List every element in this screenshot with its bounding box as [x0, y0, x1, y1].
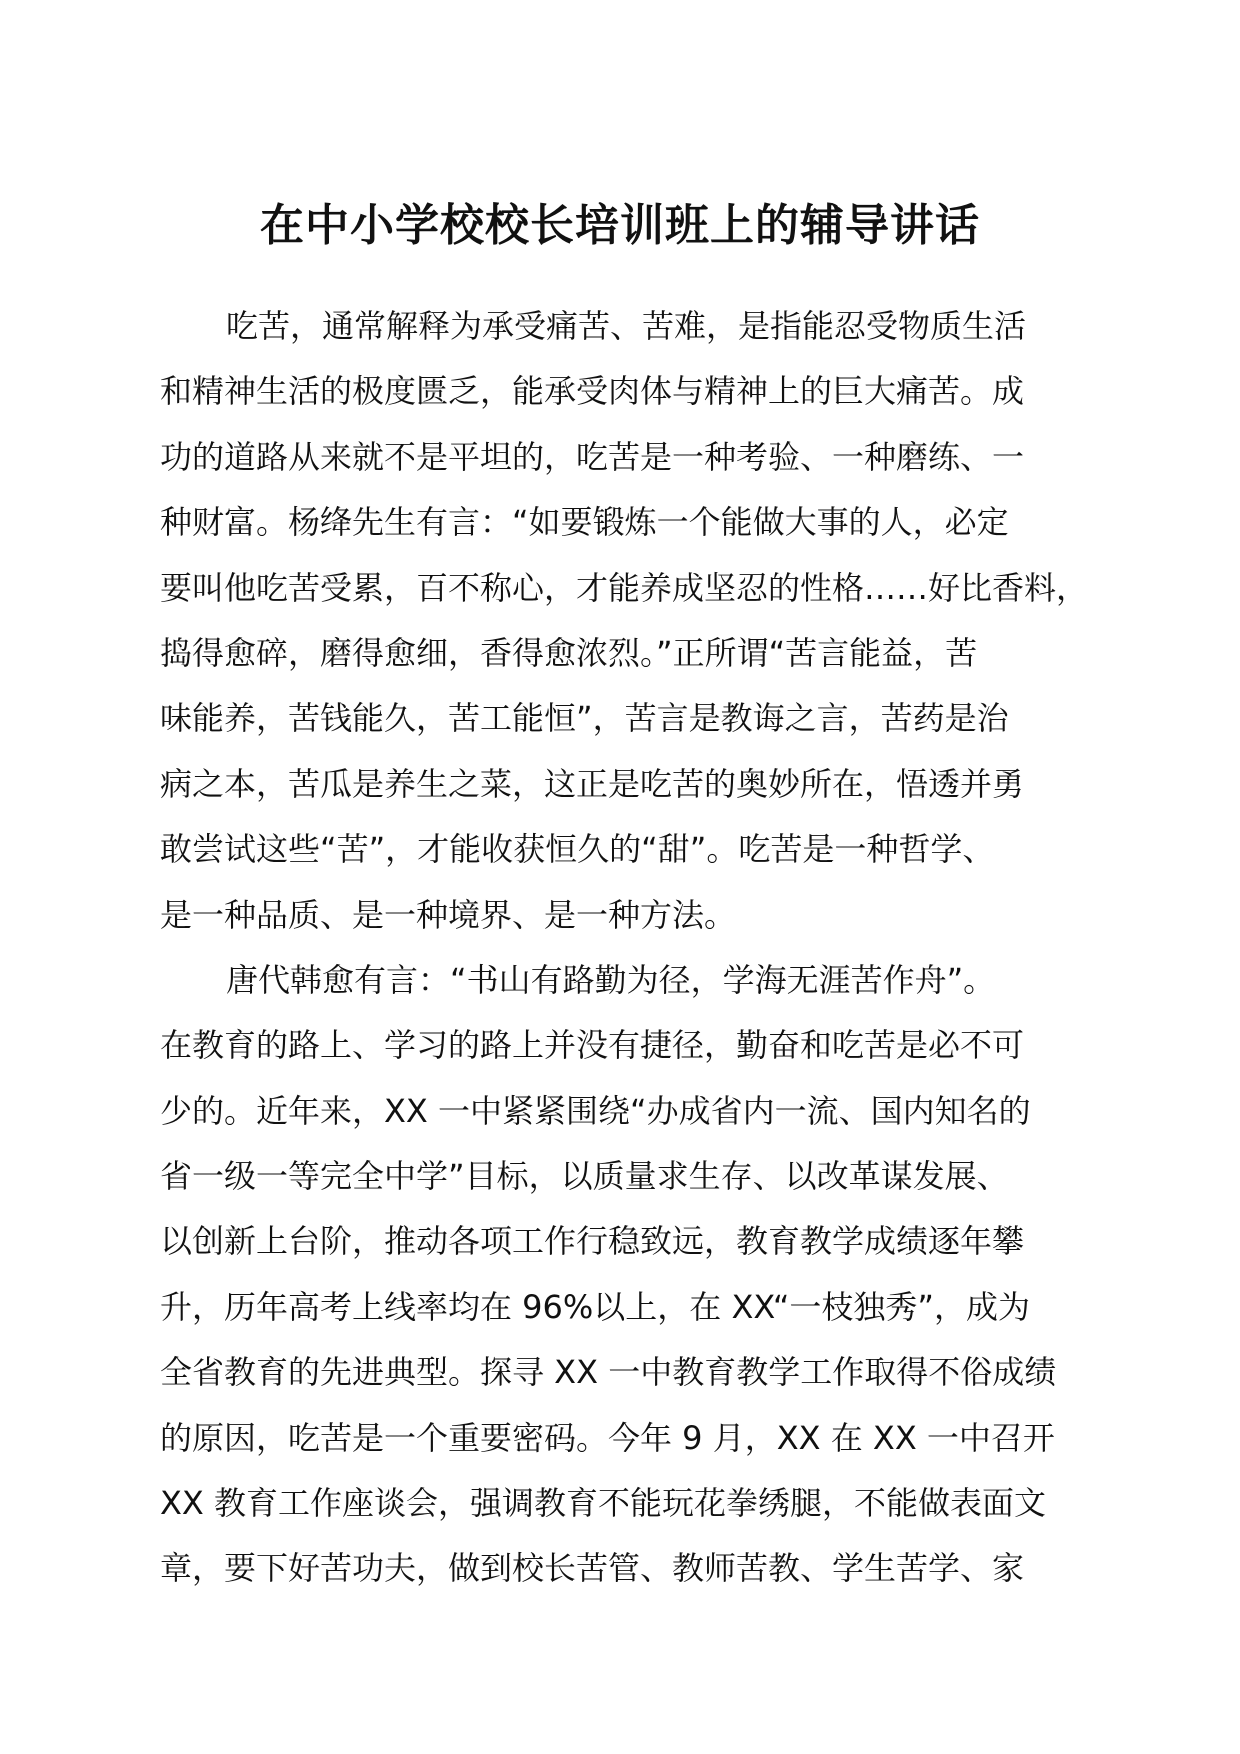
paragraph-line: 在教育的路上、学习的路上并没有捷径，勤奋和吃苦是必不可 [160, 1026, 1025, 1065]
paragraph-line: 全省教育的先进典型。探寻 XX 一中教育教学工作取得不俗成绩 [160, 1353, 1057, 1392]
paragraph-line: XX 教育工作座谈会，强调教育不能玩花拳绣腿，不能做表面文 [160, 1484, 1047, 1523]
paragraph-line: 是一种品质、是一种境界、是一种方法。 [160, 895, 737, 934]
paragraph-line: 要叫他吃苦受累，百不称心，才能养成坚忍的性格……好比香料， [160, 568, 1089, 607]
paragraph-line: 味能养，苦钱能久，苦工能恒”，苦言是教诲之言，苦药是治 [160, 699, 1009, 738]
paragraph-line: 以创新上台阶，推动各项工作行稳致远，教育教学成绩逐年攀 [160, 1222, 1025, 1261]
document-body [160, 294, 1120, 1602]
paragraph-line: 升，历年高考上线率均在 96%以上，在 XX“一枝独秀”，成为 [160, 1287, 1030, 1326]
paragraph-line: 敢尝试这些“苦”，才能收获恒久的“甜”。吃苦是一种哲学、 [160, 830, 995, 869]
paragraph-line: 病之本，苦瓜是养生之菜，这正是吃苦的奥妙所在，悟透并勇 [160, 764, 1025, 803]
paragraph-line: 唐代韩愈有言：“书山有路勤为径，学海无涯苦作舟”。 [226, 960, 996, 999]
paragraph-line: 功的道路从来就不是平坦的，吃苦是一种考验、一种磨练、一 [160, 437, 1025, 476]
paragraph-line: 捣得愈碎，磨得愈细，香得愈浓烈。”正所谓“苦言能益，苦 [160, 633, 978, 672]
document-title: 在中小学校校长培训班上的辅导讲话 [260, 200, 980, 251]
paragraph-line: 章，要下好苦功夫，做到校长苦管、教师苦教、学生苦学、家 [160, 1549, 1025, 1588]
paragraph-line: 少的。近年来，XX 一中紧紧围绕“办成省内一流、国内知名的 [160, 1091, 1031, 1130]
paragraph-line: 种财富。杨绛先生有言：“如要锻炼一个能做大事的人，必定 [160, 503, 1009, 542]
paragraph-line: 省一级一等完全中学”目标，以质量求生存、以改革谋发展、 [160, 1157, 1009, 1196]
paragraph-line: 和精神生活的极度匮乏，能承受肉体与精神上的巨大痛苦。成 [160, 372, 1025, 411]
paragraph-line: 吃苦，通常解释为承受痛苦、苦难，是指能忍受物质生活 [226, 307, 1027, 345]
paragraph-line: 的原因，吃苦是一个重要密码。今年 9 月，XX 在 XX 一中召开 [160, 1418, 1055, 1457]
